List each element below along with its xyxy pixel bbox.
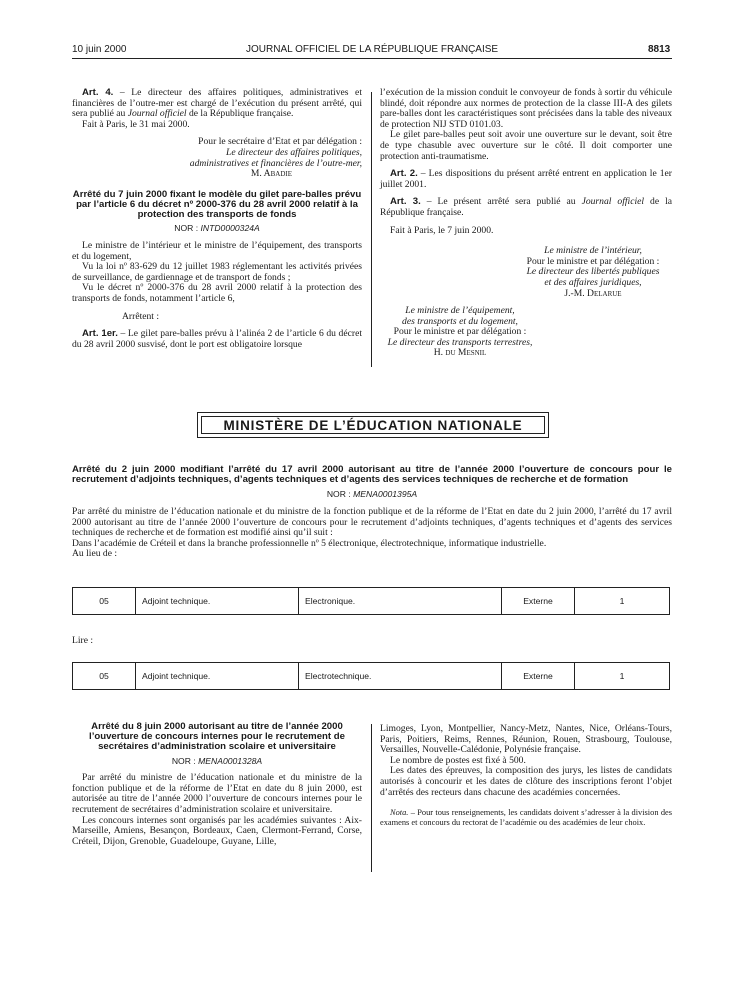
arretent-label: Arrêtent : — [122, 310, 160, 322]
decree-3-left-column — [72, 722, 362, 847]
table-cell-specialty: Electronique. — [299, 588, 502, 615]
paragraph: Les dates des épreuves, la composition des jurys, les listes de candidats autorisés à concourir et les dates de clôture des inscriptions feront l’objet d’arrêtés des recteurs dans chacune des académies concernées. — [380, 765, 672, 798]
lire-label: Lire : — [72, 635, 94, 646]
article-1: Art. 1er. – Le gilet pare-balles prévu à l’alinéa 2 de l’article 6 du décret du 28 avril 2000 susvisé, dont le port est obligatoire lorsque — [72, 328, 362, 350]
article-4: Art. 4. – Le directeur des affaires politiques, administratives et financières de l’outre-mer est chargé de l’exécution du présent arrêté, qui sera publié au Journal officiel de la République française. — [72, 87, 362, 120]
decree-title: Arrêté du 2 juin 2000 modifiant l’arrêté du 17 avril 2000 autorisant au titre de l’année 2000 l’ouverture de concours pour le recrutement d’adjoints techniques, d’agents techniques et d’agents des services techniques de recherche et de formation — [72, 464, 672, 486]
paragraph: Le gilet pare-balles peut soit avoir une ouverture sur le devant, soit être de type chasuble avec ouverture sur le côté. Il doit comporter une protection anti-traumatisme. — [380, 129, 672, 162]
table-row — [73, 663, 670, 690]
article-3: Art. 3. – Le présent arrêté sera publié au Journal officiel de la République française. — [380, 196, 672, 218]
table-cell-count: 1 — [575, 663, 670, 690]
decree-3-right-column — [380, 724, 672, 827]
top-left-column — [72, 88, 362, 350]
header-date: 10 juin 2000 — [72, 44, 127, 55]
header-page-number: 8813 — [648, 44, 671, 55]
ministry-heading-box — [197, 412, 549, 438]
decree-title: Arrêté du 7 juin 2000 fixant le modèle du gilet pare-balles prévu par l’article 6 du décret nº 2000-376 du 28 avril 2000 relatif à la protection des transports de fonds — [72, 188, 362, 221]
nor-reference: NOR : MENA0001328A — [171, 755, 263, 766]
signature-delegation: Pour le secrétaire d’Etat et par délégation : — [198, 136, 362, 148]
paragraph: Les concours internes sont organisés par les académies suivantes : Aix-Marseille, Amiens, Besançon, Bordeaux, Caen, Clermont-Ferrand, Corse, Créteil, Dijon, Grenoble, Guadeloupe, Guyane, Lille, — [72, 814, 362, 847]
top-right-column — [380, 88, 672, 359]
paragraph: l’exécution de la mission conduit le convoyeur de fonds à sortir du véhicule blindé, doit répondre aux normes de protection de la classe III-A des gilets pare-balles dont les caractéristiques sont précisées dans la table des niveaux de protection NIJ STD 0101.03. — [380, 87, 672, 130]
table-cell-specialty: Electrotechnique. — [299, 663, 502, 690]
au-lieu-de-label: Au lieu de : — [72, 548, 118, 560]
signature-block-1: Le ministre de l’intérieur, Pour le ministre et par délégation : Le directeur des libertés publiques et des affaires juridiques, J.-M. Delarue — [526, 245, 660, 299]
ministry-heading: MINISTÈRE DE L’ÉDUCATION NATIONALE — [201, 416, 545, 434]
header-rule — [72, 58, 672, 59]
table-cell-code: 05 — [73, 663, 136, 690]
paragraph: Vu le décret nº 2000-376 du 28 avril 2000 relatif à la protection des transports de fonds, notamment l’article 6, — [72, 282, 362, 304]
nota-note: Nota. – Pour tous renseignements, les candidats doivent s’adresser à la division des examens et concours du rectorat de l’académie ou des académies de leur choix. — [380, 808, 672, 827]
table-cell-grade: Adjoint technique. — [136, 588, 299, 615]
table-cell-code: 05 — [73, 588, 136, 615]
paragraph: Le ministre de l’intérieur et le ministre de l’équipement, des transports et du logement, — [72, 239, 362, 262]
nor-reference: NOR : MENA0001395A — [326, 489, 418, 500]
signature-name: M. Abadie — [250, 168, 292, 180]
signature-date: Fait à Paris, le 31 mai 2000. — [82, 118, 190, 130]
signature-title: Le directeur des affaires politiques, — [226, 146, 362, 158]
signature-date: Fait à Paris, le 7 juin 2000. — [390, 224, 494, 236]
table-cell-type: Externe — [502, 588, 575, 615]
paragraph: Par arrêté du ministre de l’éducation nationale et du ministre de la fonction publique et de la réforme de l’Etat en date du 8 juin 2000, est autorisée au titre de l’année 2000 l’ouverture de concours internes pour le recrutement de secrétaires d’administration scolaire et universitaire. — [72, 772, 362, 815]
paragraph: Vu la loi nº 83-629 du 12 juillet 1983 réglementant les activités privées de surveillance, de gardiennage et de transport de fonds ; — [72, 261, 362, 283]
signature-block-2: Le ministre de l’équipement, des transports et du logement, Pour le ministre et par délégation : Le directeur des transports terrestres, H. du Mesnil — [387, 305, 533, 359]
article-2: Art. 2. – Les dispositions du présent arrêté entrent en application le 1er juillet 2001. — [380, 168, 672, 190]
data-table-au-lieu — [72, 587, 670, 615]
decree-2-section — [72, 465, 672, 560]
header-journal-title: JOURNAL OFFICIEL DE LA RÉPUBLIQUE FRANÇAISE — [246, 44, 499, 55]
paragraph: Dans l’académie de Créteil et dans la branche professionnelle nº 5 électronique, électrotechnique, informatique industrielle. — [72, 537, 547, 549]
table-row — [73, 588, 670, 615]
column-divider — [371, 92, 372, 367]
table-cell-type: Externe — [502, 663, 575, 690]
signature-title: administratives et financières de l’outre-mer, — [189, 157, 362, 169]
paragraph: Le nombre de postes est fixé à 500. — [390, 754, 526, 766]
data-table-lire — [72, 662, 670, 690]
paragraph: Par arrêté du ministre de l’éducation nationale et du ministre de la fonction publique et de la réforme de l’Etat en date du 2 juin 2000, l’arrêté du 17 avril 2000 autorisant au titre de l’année 2000 l’ouverture de concours pour le recrutement d’adjoints techniques, d’agents techniques et d’agents des services techniques de recherche et de formation est modifié ainsi qu’il suit : — [72, 506, 672, 539]
decree-title: Arrêté du 8 juin 2000 autorisant au titre de l’année 2000 l’ouverture de concours internes pour le recrutement de secrétaires d’administration scolaire et universitaire — [89, 721, 345, 753]
nor-reference: NOR : INTD0000324A — [174, 223, 260, 234]
paragraph: Limoges, Lyon, Montpellier, Nancy-Metz, Nantes, Nice, Orléans-Tours, Paris, Poitiers, Reims, Rennes, Réunion, Rouen, Strasbourg, Toulouse, Versailles, Nouvelle-Calédonie, Polynésie française. — [380, 723, 672, 756]
table-cell-count: 1 — [575, 588, 670, 615]
column-divider — [371, 724, 372, 872]
table-cell-grade: Adjoint technique. — [136, 663, 299, 690]
